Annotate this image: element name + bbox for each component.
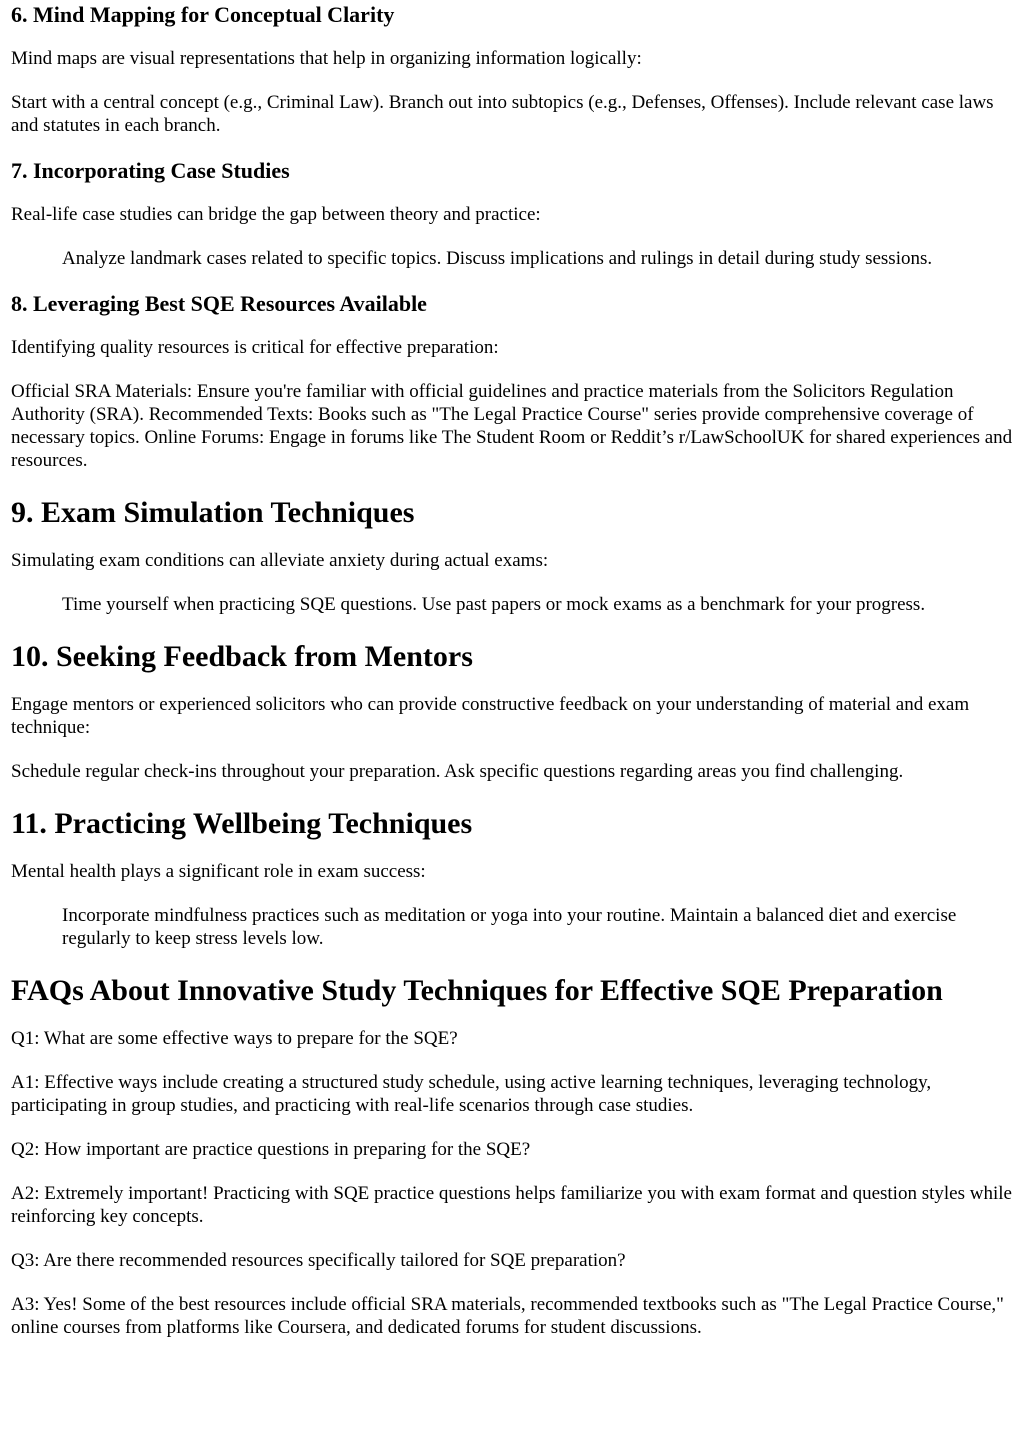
faq-answer-2: A2: Extremely important! Practicing with SQE practice questions helps familiarize you with exam format and question styles while reinforcing key concepts. bbox=[11, 1183, 1012, 1227]
section-heading-mentors: 10. Seeking Feedback from Mentors bbox=[11, 640, 473, 673]
section-body-resources: Official SRA Materials: Ensure you're familiar with official guidelines and practice materials from the Solicitors Regulation Authority (SRA). Recommended Texts: Books such as "The Legal Practice Course" series provide comprehensive coverage of necessary topics. Online Forums: Engage in forums like The Student Room or Reddit’s r/LawSchoolUK for shared experiences and resources. bbox=[11, 381, 1013, 471]
section-intro-exam-simulation: Simulating exam conditions can alleviate anxiety during actual exams: bbox=[11, 550, 549, 571]
faq-heading: FAQs About Innovative Study Techniques for Effective SQE Preparation bbox=[11, 974, 943, 1007]
section-intro-wellbeing: Mental health plays a significant role in exam success: bbox=[11, 861, 426, 882]
section-heading-wellbeing: 11. Practicing Wellbeing Techniques bbox=[11, 807, 473, 840]
section-heading-exam-simulation: 9. Exam Simulation Techniques bbox=[11, 496, 415, 529]
section-heading-case-studies: 7. Incorporating Case Studies bbox=[11, 158, 290, 183]
section-heading-mind-mapping: 6. Mind Mapping for Conceptual Clarity bbox=[11, 2, 395, 27]
faq-answer-1: A1: Effective ways include creating a structured study schedule, using active learning techniques, leveraging technology, participating in group studies, and practicing with real-life scenarios through case studies. bbox=[11, 1072, 932, 1116]
section-intro-mentors: Engage mentors or experienced solicitors who can provide constructive feedback on your understanding of material and exam technique: bbox=[11, 694, 970, 738]
faq-answer-3: A3: Yes! Some of the best resources include official SRA materials, recommended textbooks such as "The Legal Practice Course," online courses from platforms like Coursera, and dedicated forums for student discussions. bbox=[11, 1294, 1004, 1338]
section-body-mentors: Schedule regular check-ins throughout your preparation. Ask specific questions regarding areas you find challenging. bbox=[11, 761, 904, 782]
section-intro-mind-mapping: Mind maps are visual representations that help in organizing information logically: bbox=[11, 48, 642, 69]
section-intro-resources: Identifying quality resources is critical for effective preparation: bbox=[11, 337, 499, 358]
section-body-mind-mapping: Start with a central concept (e.g., Criminal Law). Branch out into subtopics (e.g., Defenses, Offenses). Include relevant case laws and statutes in each branch. bbox=[11, 92, 994, 136]
section-body-exam-simulation: Time yourself when practicing SQE questions. Use past papers or mock exams as a benchmark for your progress. bbox=[62, 594, 926, 615]
section-body-wellbeing: Incorporate mindfulness practices such as meditation or yoga into your routine. Maintain a balanced diet and exercise regularly to keep stress levels low. bbox=[62, 905, 957, 949]
faq-question-1: Q1: What are some effective ways to prepare for the SQE? bbox=[11, 1028, 458, 1049]
article-body bbox=[0, 2, 1024, 1339]
faq-question-2: Q2: How important are practice questions in preparing for the SQE? bbox=[11, 1139, 531, 1160]
faq-question-3: Q3: Are there recommended resources specifically tailored for SQE preparation? bbox=[11, 1250, 626, 1271]
section-heading-resources: 8. Leveraging Best SQE Resources Available bbox=[11, 291, 427, 316]
section-intro-case-studies: Real-life case studies can bridge the gap between theory and practice: bbox=[11, 204, 541, 225]
section-body-case-studies: Analyze landmark cases related to specific topics. Discuss implications and rulings in detail during study sessions. bbox=[62, 248, 933, 269]
